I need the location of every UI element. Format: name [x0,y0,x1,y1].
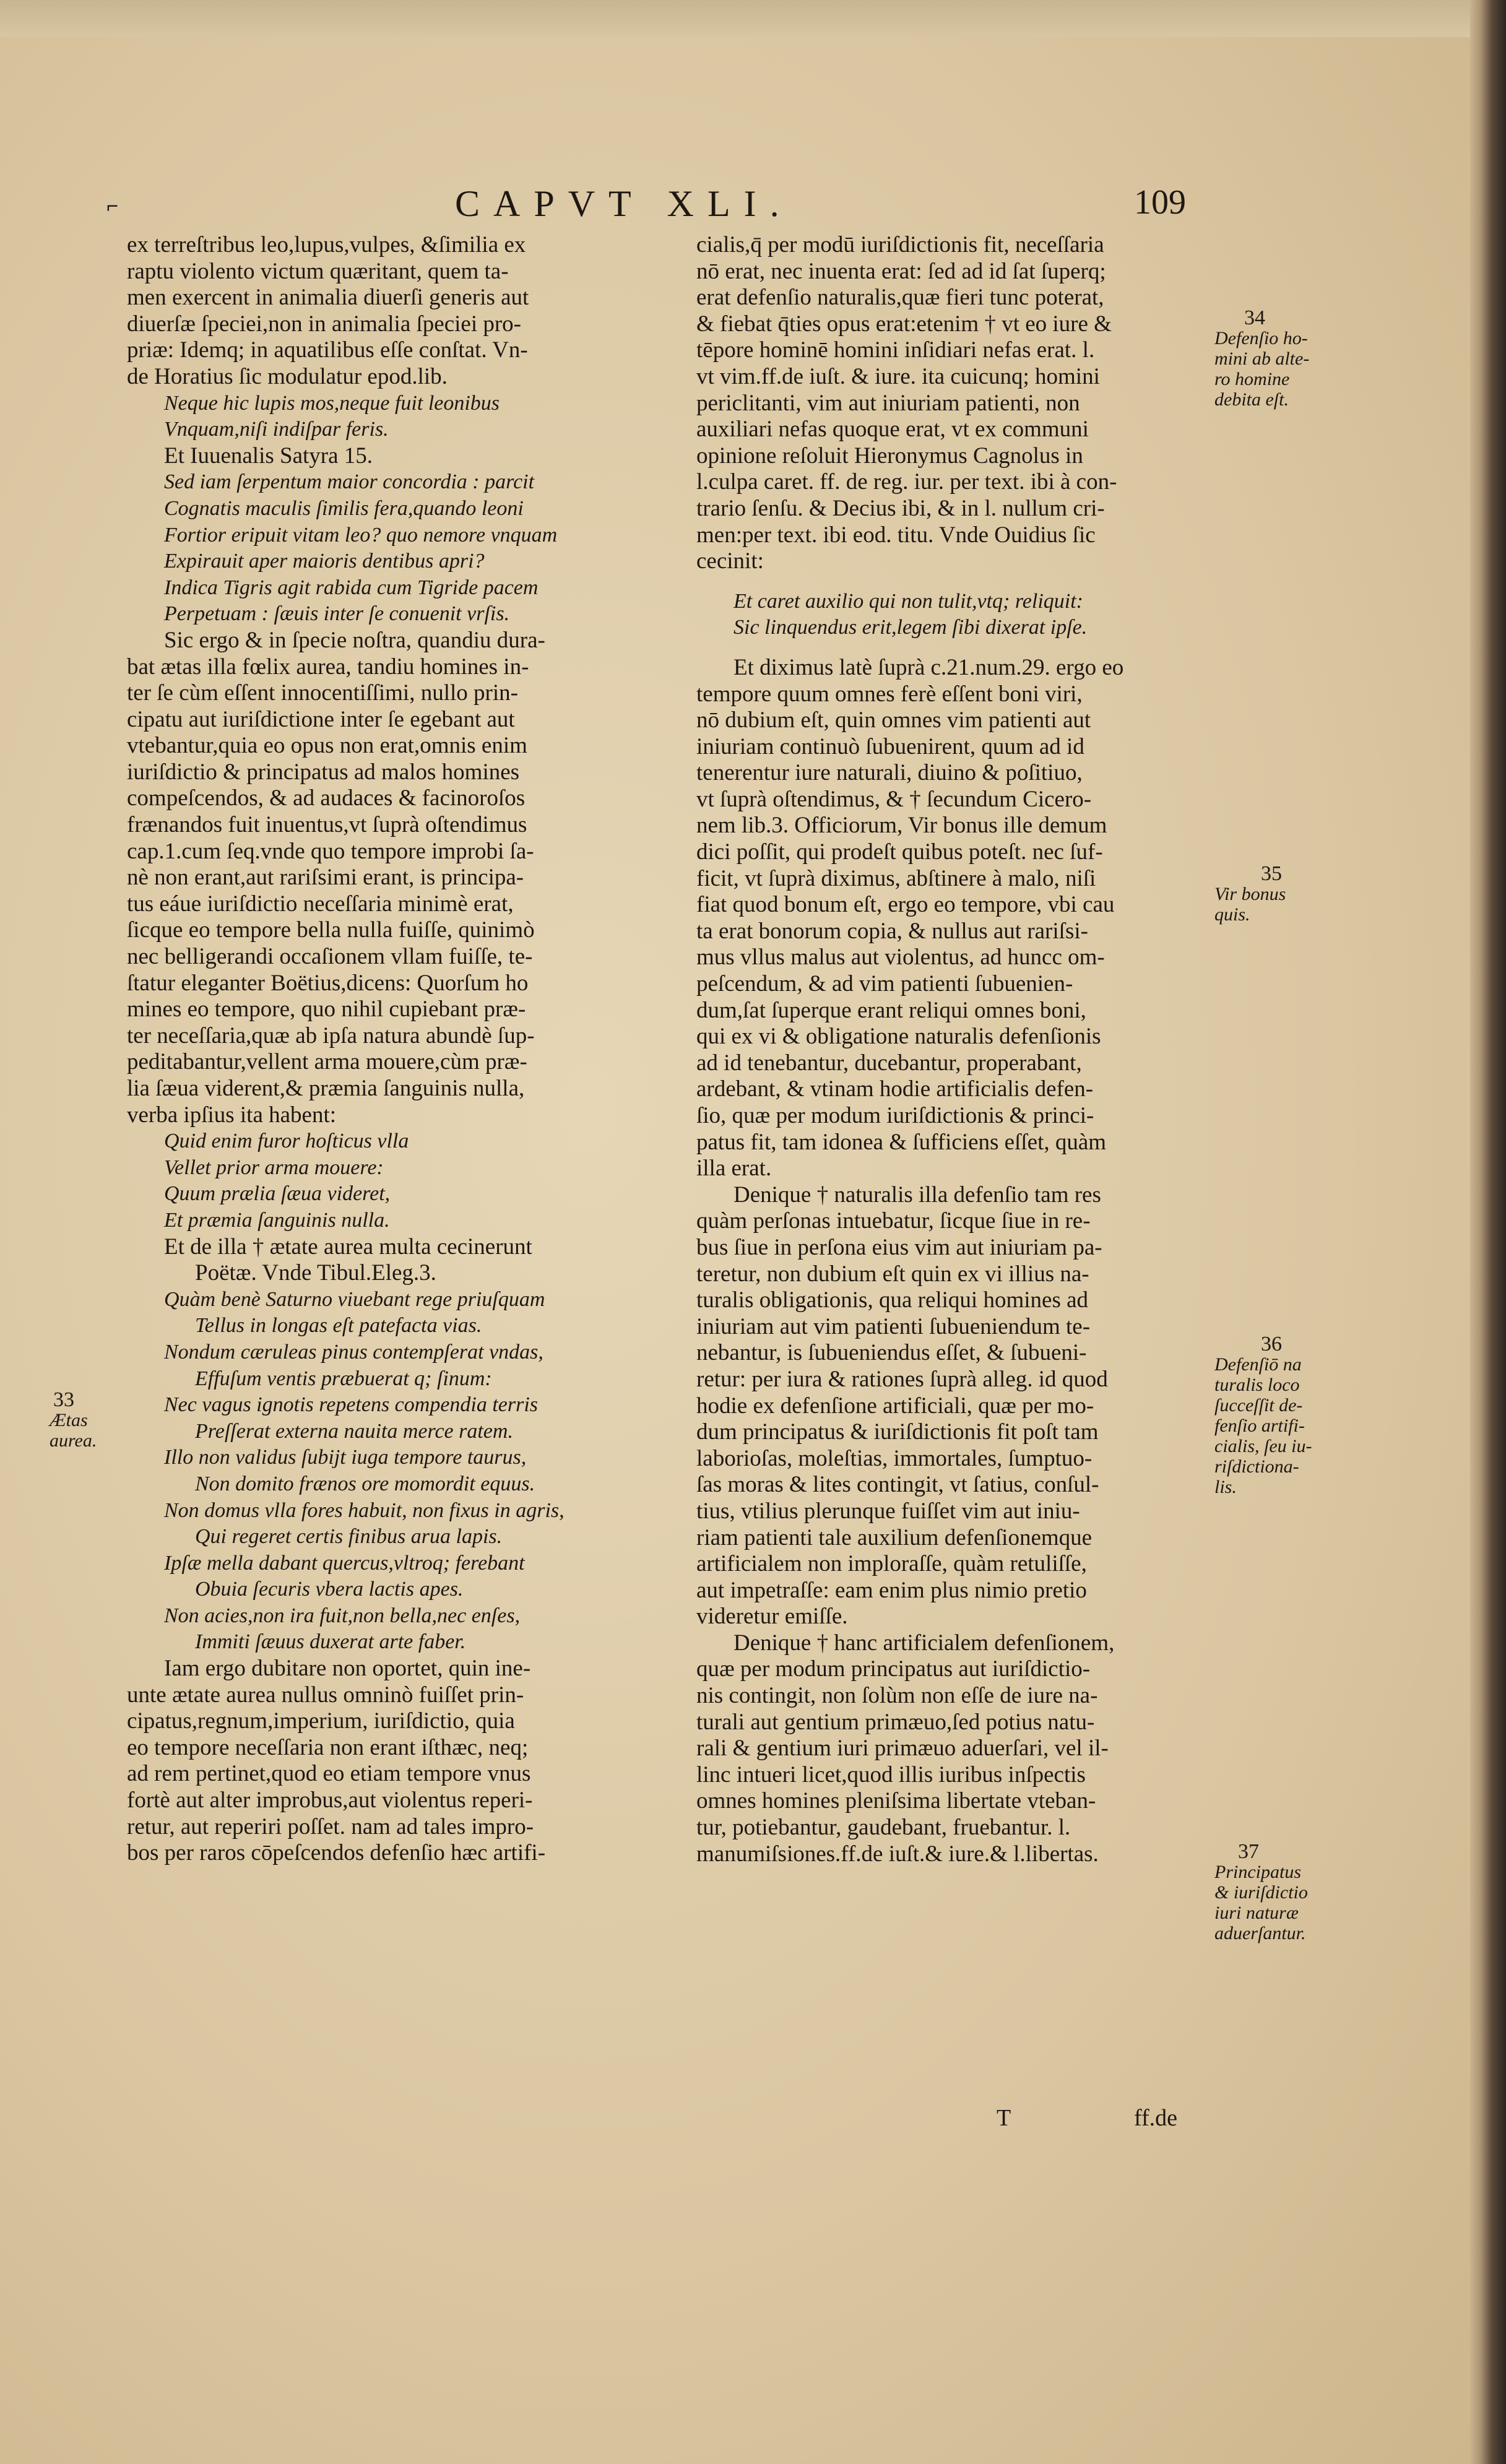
text-line: dici poſſit, qui prodeſt quibus poteſt. nec ſuf- [696,839,1103,865]
text-line: Preſſerat externa nauita merce ratem. [195,1419,513,1443]
text-line: men:per text. ibi eod. titu. Vnde Ouidius ſic [696,522,1096,548]
text-line: aut impetraſſe: eam enim plus nimio pretio [696,1577,1087,1603]
margin-note-line: Defenſiō na [1214,1354,1302,1375]
text-line: quæ per modum principatus aut iuriſdictio- [696,1656,1091,1682]
text-line: retur, aut reperiri poſſet. nam ad tales impro- [127,1813,534,1839]
text-line: ficit, vt ſuprà diximus, abſtinere à malo, niſi [696,865,1096,891]
margin-note-number: 35 [1261,862,1282,885]
text-line: bus ſiue in perſona eius vim aut iniuriam pa- [696,1234,1102,1260]
text-line: ſas moras & lites contingit, vt ſatius, conſul- [696,1472,1099,1498]
text-line: Nec vagus ignotis repetens compendia terris [164,1393,539,1417]
text-line: Qui regeret certis finibus arua lapis. [195,1525,503,1549]
text-line: ter ſe cùm eſſent innocentiſſimi, nullo prin- [127,680,518,706]
margin-note-33 [50,1390,127,1451]
text-line: Denique † naturalis illa defenſio tam res [734,1182,1101,1208]
text-line: Immiti ſæuus duxerat arte faber. [195,1630,466,1654]
text-line: dum principatus & iuriſdictionis fit poſt tam [696,1419,1099,1445]
text-line: nebantur, is ſubueniendus eſſet, & ſubueni- [696,1340,1087,1366]
text-line: Et caret auxilio qui non tulit,vtq; reliquit: [734,589,1084,613]
text-line: peſcendum, & ad vim patienti ſubuenien- [696,971,1073,997]
text-line: linc intueri licet,quod illis iuribus inſpectis [696,1762,1086,1787]
text-line: auxiliari nefas quoque erat, vt ex communi [696,417,1089,443]
text-line: Et de illa † ætate aurea multa cecinerunt [164,1234,532,1260]
text-line: illa erat. [696,1156,772,1182]
text-line: tēpore hominē homini inſidiari nefas erat. l. [696,337,1095,363]
text-line: ad id tenebantur, ducebantur, properabant, [696,1050,1082,1076]
text-line: nec belligerandi occaſionem vllam fuiſſe, te- [127,944,533,970]
text-line: turali aut gentium primæuo,ſed potius natu- [696,1709,1095,1735]
margin-note-line: fenſio artifi- [1214,1416,1305,1436]
margin-note-line: mini ab alte- [1214,348,1310,369]
text-line: bos per raros cōpeſcendos defenſio hæc artifi- [127,1840,546,1866]
text-line: retur: per iura & rationes ſuprà alleg. id quod [696,1366,1108,1392]
text-line: Non acies,non ira fuit,non bella,nec enſes, [164,1604,521,1627]
text-line: mus vllus malus aut violentus, ad huncc om- [696,945,1105,970]
text-line: patus fit, tam idonea & ſufficiens eſſet, quàm [696,1129,1107,1155]
text-line: bat ætas illa fœlix aurea, tandiu homines in- [127,654,529,680]
text-line: cecinit: [696,548,764,574]
text-line: ſtatur eleganter Boëtius,dicens: Quorſum ho [127,970,529,996]
text-line: nis contingit, non ſolùm non eſſe de iure na- [696,1683,1098,1709]
margin-note-35 [1214,863,1338,925]
text-line: raptu violento victum quæritant, quem ta- [127,258,509,284]
page-number: 109 [1134,183,1186,222]
signature-mark: T [997,2105,1011,2131]
text-line: lia ſæua viderent,& præmia ſanguinis nulla, [127,1076,525,1101]
corner-mark: ⌐ [106,195,119,218]
text-line: tenerentur iure naturali, diuino & poſitiuo, [696,760,1083,786]
text-line: verba ipſius ita habent: [127,1102,337,1128]
left-text-column [127,232,641,1867]
text-line: nem lib.3. Officiorum, Vir bonus ille demum [696,813,1107,839]
text-line: fortè aut alter improbus,aut violentus reperi- [127,1787,533,1813]
text-line: trario ſenſu. & Decius ibi, & in l. nullum cri- [696,495,1105,521]
text-line: ardebant, & vtinam hodie artificialis defen- [696,1076,1094,1102]
margin-note-line: debita eſt. [1214,389,1289,410]
text-line: peditabantur,vellent arma mouere,cùm præ- [127,1049,527,1075]
margin-note-line: riſdictiona- [1214,1456,1299,1477]
text-line: de Horatius ſic modulatur epod.lib. [127,363,448,389]
text-line: iniuriam continuò ſubuenirent, quum ad id [696,733,1084,759]
margin-note-line: turalis loco [1214,1375,1300,1395]
text-line: Cognatis maculis ſimilis fera,quando leoni [164,496,524,520]
text-line: vtebantur,quia eo opus non erat,omnis enim [127,733,527,759]
text-line: l.culpa caret. ff. de reg. iur. per text. ibi à con- [696,469,1117,495]
text-line: Et Iuuenalis Satyra 15. [164,443,373,469]
text-line: periclitanti, vim aut iniuriam patienti, non [696,390,1080,416]
text-line: Non domus vlla fores habuit, non fixus in agris, [164,1498,565,1522]
text-line: ſio, quæ per modum iuriſdictionis & princi- [696,1103,1094,1128]
page-stack-edge [1470,0,1506,2464]
text-line: tius, vtilius plerunque fuiſſet vim aut iniu- [696,1498,1080,1524]
text-line: ſicque eo tempore bella nulla fuiſſe, quinimò [127,917,535,943]
text-line: frænandos fuit inuentus,vt ſuprà oſtendimus [127,812,527,838]
margin-note-line: iuri naturæ [1214,1903,1299,1923]
text-line: turalis obligationis, qua reliqui homines ad [696,1287,1089,1313]
text-line: unte ætate aurea nullus omninò fuiſſet prin- [127,1682,524,1708]
text-line: riam patienti tale auxilium defenſionemque [696,1524,1093,1550]
text-line: Sed iam ſerpentum maior concordia : parcit [164,470,535,494]
text-line: & fiebat q̄ties opus erat:etenim † vt eo iure & [696,311,1112,337]
margin-note-line: Vir bonus [1214,884,1286,904]
text-line: vt ſuprà oſtendimus, & † ſecundum Cicero- [696,786,1092,812]
text-line: dum,ſat ſuperque erant reliqui omnes boni, [696,997,1086,1023]
text-line: ter neceſſaria,quæ ab ipſa natura abundè ſup- [127,1022,535,1048]
text-line: Et diximus latè ſuprà c.21.num.29. ergo eo [734,654,1124,680]
margin-note-line: Principatus [1214,1862,1301,1882]
text-line: tur, potiebantur, gaudebant, fruebantur. l. [696,1815,1071,1841]
text-line: ta erat bonorum copia, & nullus aut rariſsi- [696,918,1088,944]
text-line: Sic ergo & in ſpecie noſtra, quandiu dura- [164,627,545,653]
margin-note-line: cialis, ſeu iu- [1214,1436,1312,1456]
text-line: Obuia ſecuris vbera lactis apes. [195,1578,464,1601]
text-line: vt vim.ff.de iuſt. & iure. ita cuicunq; homini [696,363,1100,389]
chapter-title: CAPVT XLI. [455,183,793,224]
text-line: cipatu aut iuriſdictione inter ſe egebant aut [127,706,515,732]
text-line: nè non erant,aut rariſsimi erant, is principa- [127,865,524,891]
text-line: diuerſæ ſpeciei,non in animalia ſpeciei pro- [127,311,522,337]
text-line: Iam ergo dubitare non oportet, quin ine- [164,1656,531,1682]
text-line: ex terreſtribus leo,lupus,vulpes, &ſimilia ex [127,232,526,257]
margin-note-line: aduerſantur. [1214,1923,1306,1943]
text-line: compeſcendos, & ad audaces & facinoroſos [127,785,526,811]
margin-note-line: & iuriſdictio [1214,1882,1308,1903]
margin-note-37 [1214,1841,1344,1943]
text-line: Fortior eripuit vitam leo? quo nemore vnquam [164,523,558,547]
text-line: Tellus in longas eſt patefacta vias. [195,1314,482,1338]
text-line: Non domito frænos ore momordit equus. [195,1472,535,1495]
text-line: iniuriam aut vim patienti ſubueniendum te- [696,1313,1091,1339]
text-line: quàm perſonas intuebatur, ſicque ſiue in re- [696,1208,1091,1234]
text-line: cap.1.cum ſeq.vnde quo tempore improbi ſa- [127,838,534,864]
text-line: Neque hic lupis mos,neque fuit leonibus [164,391,500,415]
text-line: videretur emiſſe. [696,1604,848,1630]
text-line: Quid enim furor hoſticus vlla [164,1130,409,1153]
text-line: eo tempore neceſſaria non erant iſthæc, neq; [127,1734,529,1760]
text-line: Ipſæ mella dabant quercus,vltroq; ferebant [164,1551,525,1575]
text-line: nō dubium eſt, quin omnes vim patienti aut [696,707,1091,733]
text-line: ad rem pertinet,quod eo etiam tempore vnus [127,1761,531,1787]
text-line: Illo non validus ſubijt iuga tempore taurus, [164,1446,527,1469]
text-line: qui ex vi & obligatione naturalis defenſionis [696,1024,1101,1050]
margin-note-number: 37 [1238,1840,1259,1863]
text-line: fiat quod bonum eſt, ergo eo tempore, vbi cau [696,892,1115,918]
text-line: iuriſdictio & principatus ad malos homines [127,759,520,785]
spacer [696,641,1213,655]
margin-note-line: lis. [1214,1477,1237,1497]
text-line: Quàm benè Saturno viuebant rege priuſquam [164,1287,545,1311]
text-line: men exercent in animalia diuerſi generis aut [127,285,529,311]
text-line: Indica Tigris agit rabida cum Tigride pacem [164,576,539,599]
text-line: mines eo tempore, quo nihil cupiebant præ- [127,996,526,1022]
text-line: Expirauit aper maioris dentibus apri? [164,550,485,573]
text-line: Poëtæ. Vnde Tibul.Eleg.3. [195,1260,436,1286]
text-line: laborioſas, moleſtias, immortales, ſumptuo- [696,1445,1093,1471]
text-line: erat defenſio naturalis,quæ fieri tunc poterat, [696,285,1104,311]
text-line: cialis,q̄ per modū iuriſdictionis fit, neceſſaria [696,232,1104,257]
text-line: Quum prælia ſæua videret, [164,1182,391,1206]
margin-note-36 [1214,1334,1344,1497]
text-line: hodie ex defenſione artificiali, quæ per mo- [696,1393,1094,1419]
page-top-edge [0,0,1506,37]
margin-note-number: 36 [1261,1333,1282,1355]
text-line: manumiſsiones.ff.de iuſt.& iure.& l.libertas. [696,1841,1099,1867]
text-line: Et præmia ſanguinis nulla. [164,1208,390,1232]
margin-note-line: ſucceſſit de- [1214,1395,1303,1416]
running-head [0,183,1470,226]
text-line: priæ: Idemq; in aquatilibus eſſe conſtat. Vn- [127,337,528,363]
margin-note-number: 34 [1244,306,1265,329]
margin-note-text: Ætas aurea. [50,1410,97,1451]
margin-note-line: quis. [1214,904,1250,925]
margin-note-34 [1214,308,1338,410]
text-line: tempore quum omnes ferè eſſent boni viri, [696,681,1083,707]
text-line: opinione reſoluit Hieronymus Cagnolus in [696,443,1083,469]
spacer [696,575,1213,589]
text-line: Sic linquendus erit,legem ſibi dixerat ipſe. [734,616,1088,639]
text-line: rali & gentium iuri primæuo aduerſari, vel il- [696,1736,1109,1762]
text-line: Vnquam,niſi indiſpar feris. [164,418,389,441]
right-text-column [696,232,1213,1867]
text-line: teretur, non dubium eſt quin ex vi illius na- [696,1261,1089,1287]
text-line: artificialem non imploraſſe, quàm retuliſſe, [696,1551,1087,1577]
text-line: Perpetuam : ſæuis inter ſe conuenit vrſis. [164,602,510,626]
text-line: cipatus,regnum,imperium, iuriſdictio, quia [127,1708,515,1734]
text-line: Nondum cæruleas pinus contempſerat vndas, [164,1340,543,1364]
text-line: Denique † hanc artificialem defenſionem, [734,1630,1115,1656]
text-line: tus eáue iuriſdictio neceſſaria minimè erat, [127,891,514,917]
margin-note-number: 33 [53,1388,74,1411]
margin-note-line: ro homine [1214,369,1290,389]
text-line: Vellet prior arma mouere: [164,1156,384,1179]
text-line: Effuſum ventis præbuerat q; ſinum: [195,1367,492,1390]
catchword: ff.de [1134,2105,1177,2131]
margin-note-line: Defenſio ho- [1214,328,1308,348]
text-line: nō erat, nec inuenta erat: ſed ad id ſat ſuperq; [696,258,1106,284]
text-line: omnes homines pleniſsima libertate vteban- [696,1788,1096,1814]
